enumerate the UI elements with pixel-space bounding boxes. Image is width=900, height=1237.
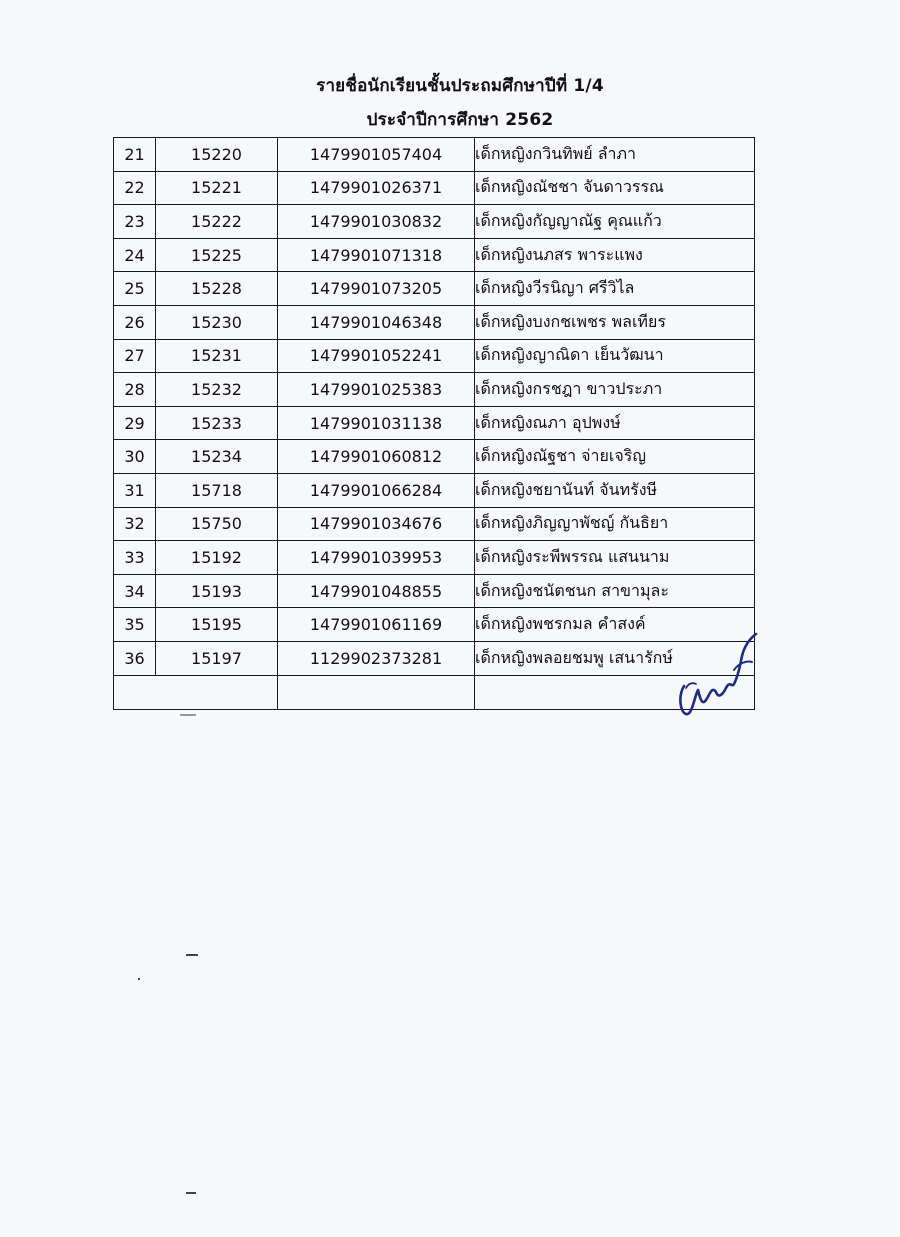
national-id: 1129902373281 (278, 641, 475, 675)
national-id: 1479901061169 (278, 608, 475, 642)
empty-cell (114, 675, 278, 709)
scan-speck (138, 978, 140, 980)
national-id: 1479901039953 (278, 541, 475, 575)
student-name: เด็กหญิงวีรนิญา ศรีวิไล (475, 272, 755, 306)
row-number: 26 (114, 305, 156, 339)
row-number: 29 (114, 406, 156, 440)
student-id: 15220 (156, 138, 278, 172)
row-number: 36 (114, 641, 156, 675)
student-name: เด็กหญิงกรชฎา ขาวประภา (475, 373, 755, 407)
row-number: 32 (114, 507, 156, 541)
empty-cell (278, 675, 475, 709)
student-id: 15225 (156, 238, 278, 272)
signature-icon (672, 626, 772, 722)
table-row (114, 440, 755, 474)
student-name: เด็กหญิงกัญญาณัฐ คุณแก้ว (475, 205, 755, 239)
table-row (114, 272, 755, 306)
row-number: 35 (114, 608, 156, 642)
national-id: 1479901046348 (278, 305, 475, 339)
table-row (114, 574, 755, 608)
student-name: เด็กหญิงกวินทิพย์ ลำภา (475, 138, 755, 172)
page-title: รายชื่อนักเรียนชั้นประถมศึกษาปีที่ 1/4 (316, 76, 604, 96)
table-row (114, 473, 755, 507)
national-id: 1479901060812 (278, 440, 475, 474)
student-name: เด็กหญิงชนัตชนก สาขามุละ (475, 574, 755, 608)
student-id: 15718 (156, 473, 278, 507)
scan-speck (186, 954, 198, 956)
national-id: 1479901073205 (278, 272, 475, 306)
student-name: เด็กหญิงพลอยชมพู เสนารักษ์ (475, 641, 755, 675)
student-id: 15233 (156, 406, 278, 440)
student-id: 15232 (156, 373, 278, 407)
row-number: 28 (114, 373, 156, 407)
national-id: 1479901025383 (278, 373, 475, 407)
national-id: 1479901057404 (278, 138, 475, 172)
student-id: 15221 (156, 171, 278, 205)
student-id: 15197 (156, 641, 278, 675)
row-number: 21 (114, 138, 156, 172)
national-id: 1479901066284 (278, 473, 475, 507)
page-subtitle: ประจำปีการศึกษา 2562 (366, 110, 554, 130)
table-row-empty (114, 675, 755, 709)
table-row (114, 171, 755, 205)
student-name: เด็กหญิงญาณิดา เย็นวัฒนา (475, 339, 755, 373)
table-row (114, 641, 755, 675)
student-name: เด็กหญิงชยานันท์ จันทรังษี (475, 473, 755, 507)
student-name: เด็กหญิงณภา อุปพงษ์ (475, 406, 755, 440)
student-id: 15192 (156, 541, 278, 575)
table-row (114, 305, 755, 339)
student-name: เด็กหญิงพชรกมล คำสงค์ (475, 608, 755, 642)
row-number: 27 (114, 339, 156, 373)
table-row (114, 507, 755, 541)
national-id: 1479901071318 (278, 238, 475, 272)
national-id: 1479901052241 (278, 339, 475, 373)
table-row (114, 138, 755, 172)
row-number: 23 (114, 205, 156, 239)
row-number: 24 (114, 238, 156, 272)
student-id: 15228 (156, 272, 278, 306)
student-name: เด็กหญิงณัฐชา จ่ายเจริญ (475, 440, 755, 474)
row-number: 25 (114, 272, 156, 306)
table-row (114, 608, 755, 642)
student-id: 15193 (156, 574, 278, 608)
row-number: 31 (114, 473, 156, 507)
student-name: เด็กหญิงภิญญาพัชญ์ กันธิยา (475, 507, 755, 541)
national-id: 1479901048855 (278, 574, 475, 608)
table-row (114, 541, 755, 575)
student-name: เด็กหญิงณัชชา จันดาวรรณ (475, 171, 755, 205)
student-id: 15234 (156, 440, 278, 474)
national-id: 1479901030832 (278, 205, 475, 239)
student-id: 15750 (156, 507, 278, 541)
student-id: 15195 (156, 608, 278, 642)
table-row (114, 238, 755, 272)
student-id: 15222 (156, 205, 278, 239)
national-id: 1479901031138 (278, 406, 475, 440)
table-row (114, 373, 755, 407)
row-number: 22 (114, 171, 156, 205)
national-id: 1479901034676 (278, 507, 475, 541)
row-number: 34 (114, 574, 156, 608)
table-row (114, 205, 755, 239)
scan-speck (186, 1192, 196, 1194)
table-row (114, 339, 755, 373)
student-id: 15231 (156, 339, 278, 373)
row-number: 30 (114, 440, 156, 474)
student-table-body (114, 138, 755, 710)
student-name: เด็กหญิงระพีพรรณ แสนนาม (475, 541, 755, 575)
national-id: 1479901026371 (278, 171, 475, 205)
student-name: เด็กหญิงบงกชเพชร พลเทียร (475, 305, 755, 339)
scan-speck (180, 714, 196, 716)
student-name: เด็กหญิงนภสร พาระแพง (475, 238, 755, 272)
student-table (113, 137, 755, 710)
student-id: 15230 (156, 305, 278, 339)
table-row (114, 406, 755, 440)
row-number: 33 (114, 541, 156, 575)
